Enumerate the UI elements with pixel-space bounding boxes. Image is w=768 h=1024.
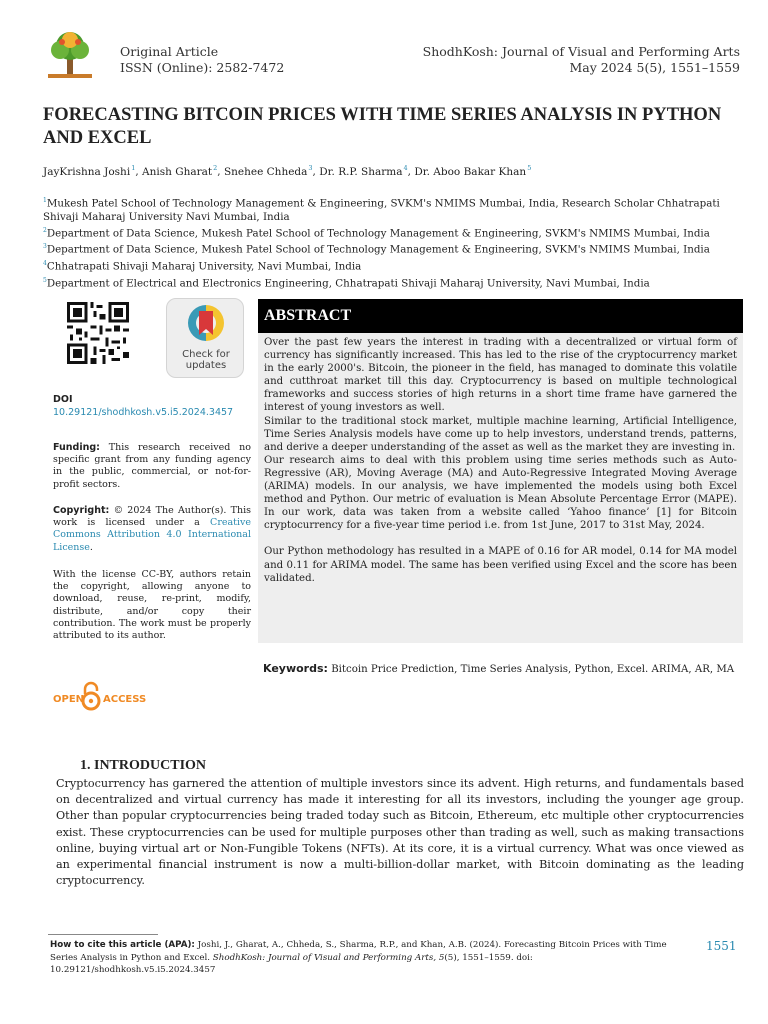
funding-statement <box>53 442 251 491</box>
funding-label: Funding: <box>53 442 100 453</box>
author[interactable]: Snehee Chheda$^3$ <box>223 164 313 178</box>
author[interactable]: JayKrishna Joshi$^1$ <box>43 164 136 178</box>
doi-label: DOI <box>53 394 73 405</box>
copyright-label: Copyright: <box>53 505 110 516</box>
introduction-paragraph: Cryptocurrency has garnered the attention of multiple investors since its advent. High returns, and fundamentals based on decentralized and virtual currency has made it interesting for all its investors, including the younger age group. Other than popular cryptocurrencies being traded today such as Bitcoin, Ethereum, etc multiple other cryptocurrencies exist. These cryptocurrencies can be used for multiple purposes other than trading as well, such as making transactions online, buying virtual art or Non-Fungible Tokens (NFTs). At its core, it is a virtual currency. What was once viewed as an experimental financial instrument is now a multi-billion-dollar market, with Bitcoin dominating as the leading cryptocurrency. <box>56 777 744 888</box>
copyright-statement: Copyright: © 2024 The Author(s). This work is licensed under a Creative Commons Attribution 4.0 International License. <box>53 505 251 553</box>
license-note: With the license CC-BY, authors retain the copyright, allowing anyone to download, reuse, re-print, modify, distribute, and/or copy their contribution. The work must be properly attributed to its author. <box>53 569 251 642</box>
affiliation: $^2$Department of Data Science, Mukesh Patel School of Technology Management & Engineering, SVKM's NMIMS Mumbai, India <box>43 226 710 240</box>
affiliation: $^1$Mukesh Patel School of Technology Management & Engineering, SVKM's NMIMS Mumbai, India, Research Scholar Chhatrapati Shivaji Maharaj University Navi Mumbai, India <box>43 197 720 223</box>
issn: ISSN (Online): 2582-7472 <box>120 60 285 75</box>
open-access-access-text: ACCESS <box>103 694 147 705</box>
keywords <box>263 662 743 676</box>
citation-journal: ShodhKosh: Journal of Visual and Performing Arts, 5 <box>212 952 445 963</box>
article-type: Original Article <box>120 44 219 59</box>
header-right <box>423 44 740 76</box>
funding-text: This research received no specific grant from any funding agency in the public, commercial, or not-for-profit sectors. <box>53 442 251 490</box>
keywords-label: Keywords: <box>263 662 328 675</box>
affiliation: $^3$Department of Data Science, Mukesh Patel School of Technology Management & Engineering, SVKM's NMIMS Mumbai, India <box>43 243 710 256</box>
license-link[interactable]: Creative Commons Attribution 4.0 International License <box>53 517 251 553</box>
copyright-text: © 2024 The Author(s). This work is licensed under a <box>53 505 251 529</box>
abstract-body <box>258 333 743 643</box>
author[interactable]: Anish Gharat$^2$ <box>142 164 218 178</box>
section-heading-introduction: 1. INTRODUCTION <box>80 758 207 773</box>
doi-link[interactable]: 10.29121/shodhkosh.v5.i5.2024.3457 <box>53 407 234 418</box>
journal-issue: May 2024 5(5), 1551–1559 <box>569 60 740 75</box>
footer-divider <box>48 934 158 935</box>
abstract-paragraph: Similar to the traditional stock market, multiple machine learning, Artificial Intelligence, Time Series Analysis models have come up to help investors, understand trends, patterns, and derive a deeper understanding of the asset as well as the market they are investing in. <box>264 415 737 453</box>
author-list: JayKrishna Joshi$^1$, Anish Gharat$^2$, Snehee Chheda$^3$, Dr. R.P. Sharma$^4$, Dr. Aboo Bakar Khan$^5$ <box>43 164 532 178</box>
journal-logo-icon <box>38 28 104 84</box>
abstract-paragraph: Over the past few years the interest in trading with a decentralized or virtual form of currency has significantly increased. This has led to the rise of the cryptocurrency market in the early 2000's. Bitcoin, the pioneer in the field, has managed to dominate this volatile and cutthroat market till this day. Cryptocurrency is based on multiple technological frameworks and success stories of high returns in a short time frame have garnered the interest of young investors as well. <box>264 337 737 414</box>
author[interactable]: Dr. R.P. Sharma$^4$ <box>319 164 408 178</box>
citation-end: (5), 1551–1559. doi: 10.29121/shodhkosh.v5.i5.2024.3457 <box>50 952 533 975</box>
affiliation: $^5$Department of Electrical and Electronics Engineering, Chhatrapati Shivaji Maharaj University, Navi Mumbai, India <box>43 276 650 290</box>
header-left <box>120 44 284 76</box>
check-for-updates-label: Check for updates <box>182 349 230 371</box>
open-access-logo-icon <box>53 680 163 714</box>
keywords-text: Bitcoin Price Prediction, Time Series Analysis, Python, Excel. ARIMA, AR, MA <box>331 664 735 675</box>
page-number: 1551 <box>706 939 737 953</box>
open-access-open-text: OPEN <box>53 694 85 705</box>
check-for-updates-badge[interactable] <box>166 298 244 378</box>
crossmark-icon <box>186 303 226 345</box>
abstract-paragraph: Our research aims to deal with this problem using time series methods such as Auto-Regressive (AR), Moving Average (MA) and Auto-Regressive Integrated Moving Average (ARIMA) models. In our analysis, we have implemented the models using both Excel method and Python. Our metric of evaluation is Mean Absolute Percentage Error (MAPE). In our work, data was taken from a website called ‘Yahoo finance’ [1] for Bitcoin cryptocurrency for a five-year time period i.e. from 1st June, 2017 to 31st May, 2024. <box>264 454 737 532</box>
qr-code-icon[interactable] <box>67 302 129 364</box>
abstract-paragraph: Our Python methodology has resulted in a MAPE of 0.16 for AR model, 0.14 for MA model and 0.11 for ARIMA model. The same has been verified using Excel and the score has been validated. <box>264 546 737 584</box>
citation-text: Joshi, J., Gharat, A., Chheda, S., Sharma, R.P., and Khan, A.B. (2024). Forecasting Bitcoin Prices with Time Series Analysis in Python and Excel. <box>50 940 667 963</box>
citation-label: How to cite this article (APA): <box>50 940 195 950</box>
affiliation: $^4$Chhatrapati Shivaji Maharaj University, Navi Mumbai, India <box>43 260 362 273</box>
abstract-heading: ABSTRACT <box>258 299 743 333</box>
author[interactable]: Dr. Aboo Bakar Khan$^5$ <box>414 164 532 178</box>
paper-title: FORECASTING BITCOIN PRICES WITH TIME SERIES ANALYSIS IN PYTHON AND EXCEL <box>43 105 722 148</box>
affiliation-list <box>43 194 743 290</box>
citation-footer <box>50 939 690 977</box>
page-header <box>38 28 740 84</box>
journal-name: ShodhKosh: Journal of Visual and Performing Arts <box>422 44 740 59</box>
